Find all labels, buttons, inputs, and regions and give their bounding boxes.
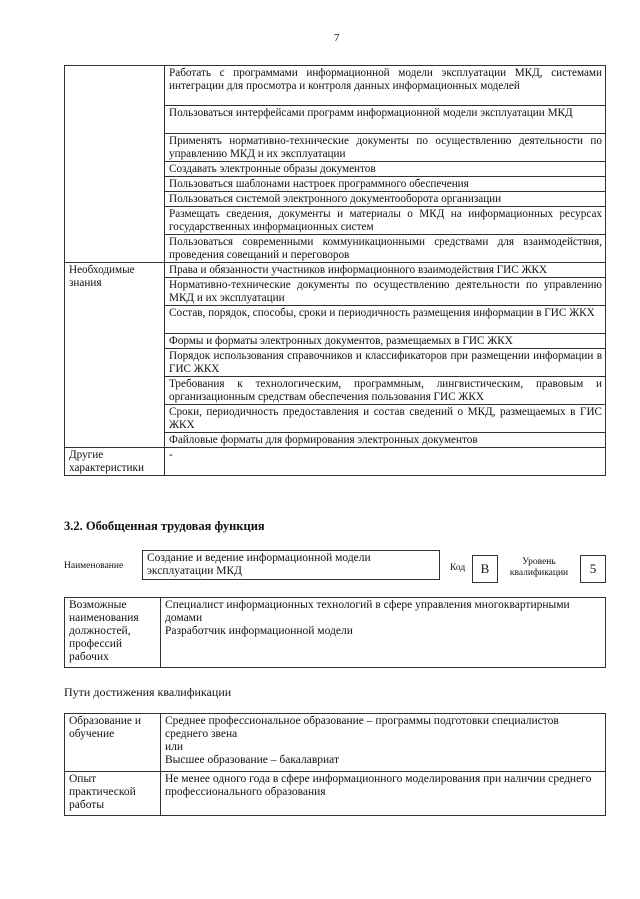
- skill-item: Создавать электронные образы документов: [165, 162, 606, 177]
- knowledge-item: Порядок использования справочников и классификаторов при размещении информации в ГИС ЖКХ: [165, 349, 606, 377]
- position-line-2: Разработчик информационной модели: [165, 625, 353, 637]
- education-line-3: Высшее образование – бакалавриат: [165, 754, 339, 766]
- level-value-box: 5: [580, 555, 606, 583]
- knowledge-item: Состав, порядок, способы, сроки и периодичность размещения информации в ГИС ЖКХ: [165, 306, 606, 334]
- level-label: Уровень квалификации: [509, 557, 569, 578]
- position-line-1: Специалист информационных технологий в сфере управления многоквартирными домами: [165, 599, 570, 624]
- skill-item: Работать с программами информационной модели эксплуатации МКД, системами интеграции для просмотра и контроля данных информационных моделей: [165, 66, 606, 106]
- code-label: Код: [450, 563, 466, 573]
- name-label: Наименование: [64, 561, 124, 571]
- knowledge-label: Необходимые знания: [65, 263, 165, 448]
- education-line-1: Среднее профессиональное образование – программы подготовки специалистов среднего звена: [165, 715, 559, 740]
- knowledge-item: Формы и форматы электронных документов, размещаемых в ГИС ЖКХ: [165, 334, 606, 349]
- knowledge-item: Файловые форматы для формирования электронных документов: [165, 433, 606, 448]
- knowledge-item: Сроки, периодичность предоставления и состав сведений о МКД, размещаемых в ГИС ЖКХ: [165, 405, 606, 433]
- skill-item: Пользоваться современными коммуникационными средствами для взаимодействия, проведения совещаний и переговоров: [165, 235, 606, 263]
- knowledge-item: Требования к технологическим, программным, лингвистическим, правовым и организационным средствам обеспечения пользования ГИС ЖКХ: [165, 377, 606, 405]
- skill-item: Применять нормативно-технические документы по осуществлению деятельности по управлению МКД и их эксплуатации: [165, 134, 606, 162]
- other-label: Другие характеристики: [65, 448, 165, 476]
- experience-value: Не менее одного года в сфере информационного моделирования при наличии среднего профессионального образования: [161, 772, 606, 816]
- skill-item: Пользоваться системой электронного документооборота организации: [165, 192, 606, 207]
- other-value: -: [165, 448, 606, 476]
- section-heading: 3.2. Обобщенная трудовая функция: [64, 519, 265, 533]
- page-number: 7: [334, 32, 340, 44]
- experience-label: Опыт практической работы: [65, 772, 161, 816]
- education-line-2: или: [165, 741, 184, 753]
- skills-knowledge-table: [64, 65, 606, 476]
- function-name-box: Создание и ведение информационной модели эксплуатации МКД: [142, 550, 440, 580]
- education-label: Образование и обучение: [65, 714, 161, 772]
- code-value-box: В: [472, 555, 498, 583]
- knowledge-item: Права и обязанности участников информационного взаимодействия ГИС ЖКХ: [165, 263, 606, 278]
- paths-heading: Пути достижения квалификации: [64, 685, 232, 699]
- skill-item: Размещать сведения, документы и материалы о МКД на информационных ресурсах государственных информационных систем: [165, 207, 606, 235]
- qualification-paths-table: [64, 713, 606, 816]
- positions-table: [64, 597, 606, 668]
- knowledge-item: Нормативно-технические документы по осуществлению деятельности по управлению МКД и их эксплуатации: [165, 278, 606, 306]
- skills-label-cell: [65, 66, 165, 263]
- positions-label: Возможные наименования должностей, профессий рабочих: [65, 598, 161, 668]
- skill-item: Пользоваться интерфейсами программ информационной модели эксплуатации МКД: [165, 106, 606, 134]
- skill-item: Пользоваться шаблонами настроек программного обеспечения: [165, 177, 606, 192]
